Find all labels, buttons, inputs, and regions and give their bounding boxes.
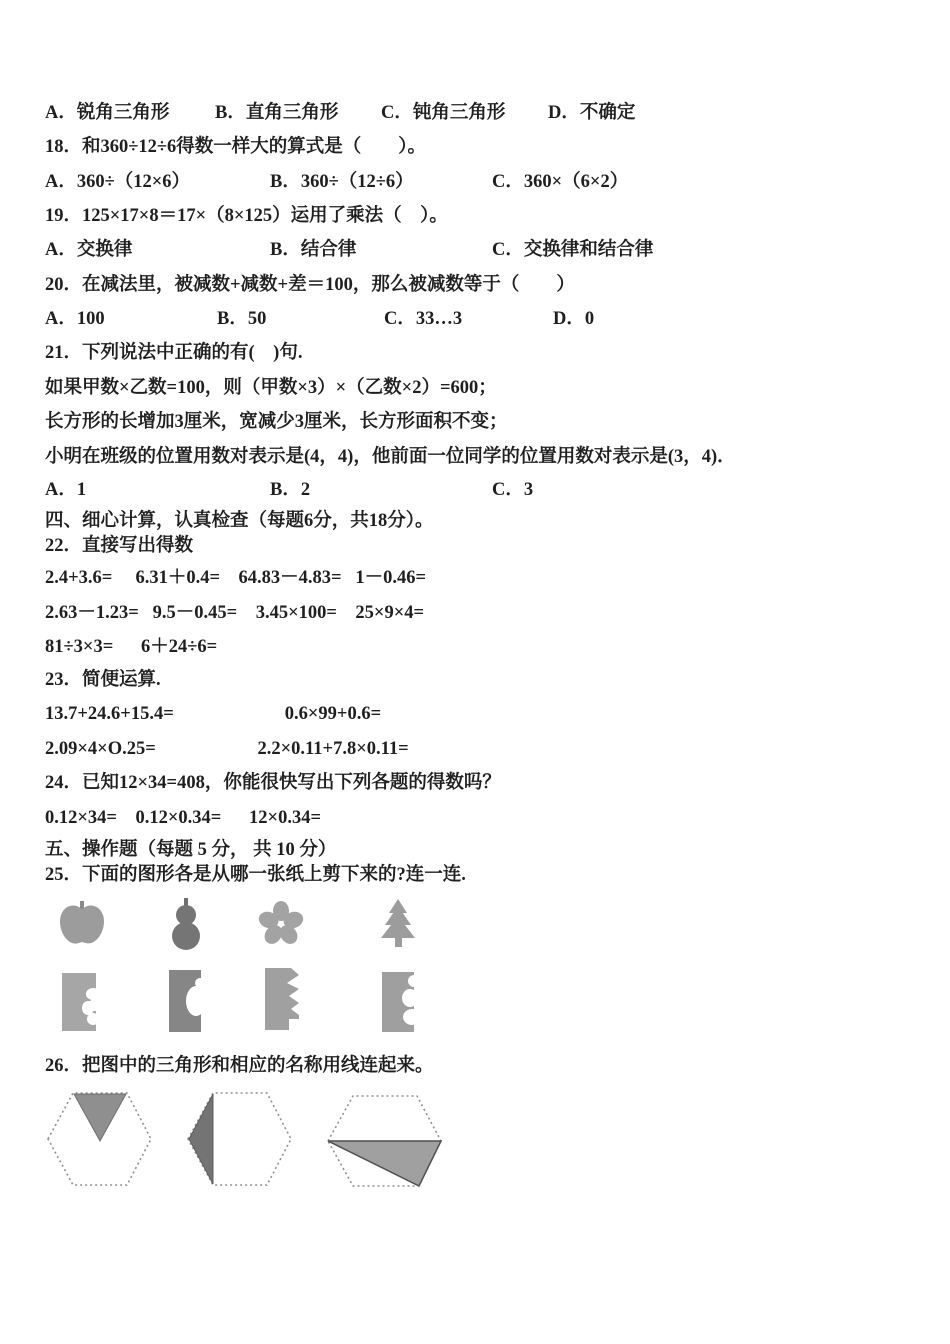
q20-options-row (0, 306, 950, 332)
q25-text: 25．下面的图形各是从哪一张纸上剪下来的?连一连. (45, 865, 466, 885)
q21-text: 21．下列说法中正确的有( )句. (45, 343, 303, 363)
q19-option-c: C．交换律和结合律 (492, 240, 654, 260)
q24-row-1 (0, 805, 950, 831)
q18-options-row (0, 169, 950, 195)
q17-option-b: B．直角三角形 (215, 103, 339, 123)
q21-statement-3: 小明在班级的位置用数对表示是(4，4)，他前面一位同学的位置用数对表示是(3，4)． (45, 447, 736, 467)
q19-option-b: B．结合律 (270, 240, 357, 260)
paper-with-gourd-cutout-icon (382, 972, 414, 1032)
q18-option-c: C．360×（6×2） (492, 172, 629, 192)
paper-with-apple-cutout-icon (169, 970, 201, 1032)
paper-with-tree-cutout-icon (265, 968, 299, 1030)
q20-option-b: B．50 (217, 309, 267, 329)
section-5-title-line (0, 837, 950, 863)
q24-text-line (0, 770, 950, 796)
hexagon-with-bottom-right-triangle (328, 1096, 441, 1186)
q22-text-line (0, 533, 950, 559)
q23-text-line (0, 667, 950, 693)
q21-option-a: A．1 (45, 480, 87, 500)
q21-text-line (0, 340, 950, 366)
q21-options-row (0, 477, 950, 503)
q23-row-2 (0, 736, 950, 762)
q26-text: 26．把图中的三角形和相应的名称用线连起来。 (45, 1056, 434, 1076)
q21-statement-2-line (0, 409, 950, 435)
paper-with-flower-cutout-icon (62, 973, 96, 1031)
q19-text-line (0, 203, 950, 229)
pine-tree-icon (376, 898, 420, 948)
q22-row-1 (0, 565, 950, 591)
q17-option-c: C．钝角三角形 (381, 103, 506, 123)
q23-calculations-1: 13.7+24.6+15.4= 0.6×99+0.6= (45, 704, 382, 724)
q23-text: 23．简便运算. (45, 670, 161, 690)
q22-text: 22．直接写出得数 (45, 536, 194, 556)
hexagon-with-left-triangle (188, 1093, 291, 1185)
q20-option-a: A．100 (45, 309, 105, 329)
q20-text-line (0, 272, 950, 298)
section-4-title: 四、细心计算，认真检查（每题6分，共18分）。 (45, 511, 434, 531)
gourd-icon (168, 898, 204, 954)
q17-option-a: A．锐角三角形 (45, 103, 170, 123)
q22-calculations-1: 2.4+3.6= 6.31＋0.4= 64.83－4.83= 1－0.46= (45, 568, 427, 588)
q20-text: 20．在减法里，被减数+减数+差＝100，那么被减数等于（ ） (45, 275, 575, 295)
q18-option-b: B．360÷（12÷6） (270, 172, 414, 192)
q21-statement-3-line (0, 444, 950, 470)
q25-text-line (0, 862, 950, 888)
q21-statement-1: 如果甲数×乙数=100，则（甲数×3）×（乙数×2）=600； (45, 378, 497, 398)
q17-option-d: D．不确定 (548, 103, 636, 123)
q23-row-1 (0, 701, 950, 727)
q21-statement-1-line (0, 375, 950, 401)
section-5-title: 五、操作题（每题 5 分， 共 10 分） (45, 840, 337, 860)
q22-row-2 (0, 600, 950, 626)
q21-option-b: B．2 (270, 480, 311, 500)
q21-statement-2: 长方形的长增加3厘米，宽减少3厘米，长方形面积不变； (45, 412, 508, 432)
q19-option-a: A．交换律 (45, 240, 133, 260)
q19-text: 19．125×17×8＝17×（8×125）运用了乘法（ ）。 (45, 206, 448, 226)
q20-option-c: C．33…3 (384, 309, 463, 329)
q18-text: 18．和360÷12÷6得数一样大的算式是（ ）。 (45, 137, 427, 157)
q18-text-line (0, 134, 950, 160)
apple-icon (57, 900, 107, 948)
q23-calculations-2: 2.09×4×O.25= 2.2×0.11+7.8×0.11= (45, 739, 409, 759)
q21-option-c: C．3 (492, 480, 534, 500)
q18-option-a: A．360÷（12×6） (45, 172, 191, 192)
flower-icon (258, 901, 304, 947)
q26-text-line (0, 1053, 950, 1079)
q22-calculations-3: 81÷3×3= 6＋24÷6= (45, 637, 218, 657)
q24-text: 24．已知12×34=408，你能很快写出下列各题的得数吗？ (45, 773, 501, 793)
section-4-title-line (0, 508, 950, 534)
hexagons-figure (35, 1085, 455, 1200)
q20-option-d: D．0 (553, 309, 595, 329)
q24-calculations-1: 0.12×34= 0.12×0.34= 12×0.34= (45, 808, 322, 828)
q17-options-row (0, 100, 950, 126)
q22-calculations-2: 2.63－1.23= 9.5－0.45= 3.45×100= 25×9×4= (45, 603, 425, 623)
q22-row-3 (0, 634, 950, 660)
hexagon-with-top-triangle (48, 1093, 151, 1185)
q19-options-row (0, 237, 950, 263)
